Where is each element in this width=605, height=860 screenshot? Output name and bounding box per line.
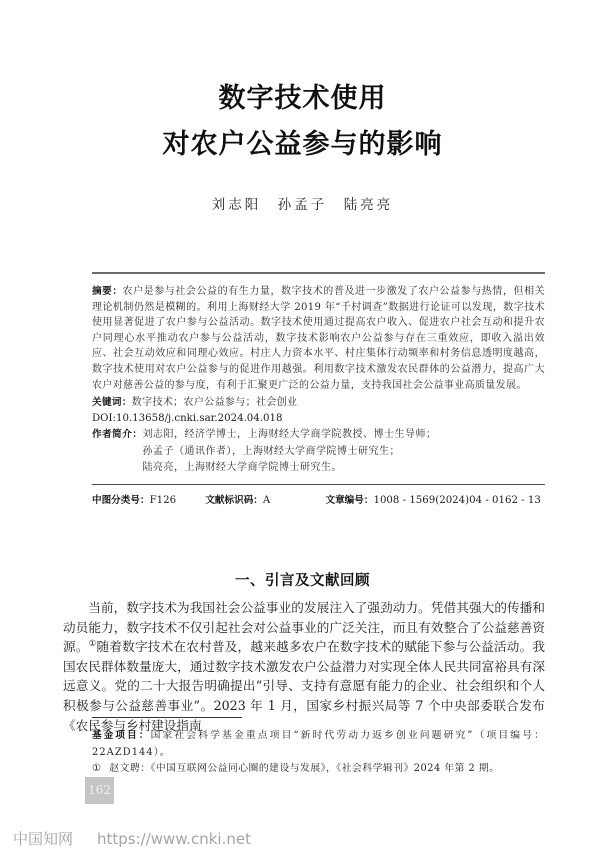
footnote-divider [92,717,242,718]
authors-line: 刘志阳 孙孟子 陆亮亮 [211,197,394,213]
title-line-1: 数字技术使用 [218,83,387,114]
body-paragraph [63,598,545,735]
classification-row [92,485,545,508]
author-bio-line-2: 孙孟子（通讯作者），上海财经大学商学院博士研究生； [142,445,400,457]
body-text-before-ref: 当前，数字技术为我国社会公益事业的发展注入了强劲动力。凭借其强大的传播和动员能力，数字技术不仅引起社会对公益事业的广泛关注，而且有效整合了公益慈善资源。 [63,600,545,655]
fund-project-text: 国家社会科学基金重点项目“新时代劳动力返乡创业问题研究”（项目编号：22AZD144）。 [92,730,546,758]
document-code [205,494,270,508]
abstract-paragraph [92,284,545,393]
keywords-text: 数字技术；农户公益参与；社会创业 [131,397,298,409]
footnote-1 [92,761,545,778]
author-bio-line-3: 陆亮亮，上海财经大学商学院博士研究生。 [142,461,342,473]
clc-value: F126 [149,495,177,507]
cnki-url: https://www.cnki.net [97,830,251,848]
front-matter-block [92,272,545,508]
document-code-label: 文献标识码： [205,495,263,507]
footnote-reference-mark: ① [88,639,97,649]
article-id [326,494,541,508]
author-bio-line-1: 刘志阳，经济学博士，上海财经大学商学院教授、博士生导师； [142,429,437,441]
cnki-site-name: 中国知网 [13,830,74,848]
clc-number [92,494,176,508]
author-bio-lines [142,427,545,476]
footnote-1-marker: ① [92,763,102,774]
abstract-label: 摘要： [92,286,123,297]
title-line-2: 对农户公益参与的影响 [162,129,443,160]
document-code-value: A [262,495,271,507]
doi-line: DOI:10.13658/j.cnki.sar.2024.04.018 [92,413,283,425]
article-id-value: 1008 - 1569(2024)04 - 0162 - 13 [373,495,541,507]
page-number-badge: 162 [85,777,114,804]
fund-project-line [92,728,545,761]
keywords-line [92,395,545,411]
clc-label: 中图分类号： [92,495,150,507]
author-bio-label: 作者简介： [92,429,143,441]
fund-project-label: 基金项目： [92,730,151,741]
footnote-1-text: 赵文聘：《中国互联网公益同心圈的建设与发展》，《社会科学辑刊》2024 年第 2 期。 [109,763,500,774]
keywords-label: 关键词： [92,397,132,409]
section-heading: 一、引言及文献回顾 [235,573,370,589]
article-id-label: 文章编号： [325,495,374,507]
cnki-watermark [13,828,251,849]
body-text-after-ref: 随着数字技术在农村普及，越来越多农户在数字技术的赋能下参与公益活动。我国农民群体数量庞大，通过数字技术激发农户公益潜力对实现全体人民共同富裕具有深远意义。党的二十大报告明确提出“引导、支持有意愿有能力的企业、社会组织和个人积极参与公益慈善事业”。2023 年 1 月，国家乡村振兴局等 7 个中央部委联合发布《农民参与乡村建设指南 [63,639,546,733]
author-bio-block [92,427,545,476]
article-title [0,76,605,168]
footnote-block [92,728,545,778]
abstract-text: 农户是参与社会公益的有生力量，数字技术的普及进一步激发了农户公益参与热情，但相关理论机制仍然是模糊的。利用上海财经大学 2019 年“千村调查”数据进行论证可以发现，数字技术使用显著促进了农户参与公益活动。数字技术使用通过提高农户收入、促进农户社会互动和提升农户同理心水平推动农户参与公益活动，数字技术影响农户公益参与存在三重效应，即收入溢出效应、社会互动效应和同理心效应。村庄人力资本水平、村庄集体行动频率和村务信息透明度越高，数字技术使用对农户公益参与的促进作用越强。利用数字技术激发农民群体的公益潜力，提高广大农户对慈善公益的参与度，有利于汇聚更广泛的公益力量，支持我国社会公益事业高质量发展。 [92,286,546,391]
front-matter-top-rule [92,272,545,274]
